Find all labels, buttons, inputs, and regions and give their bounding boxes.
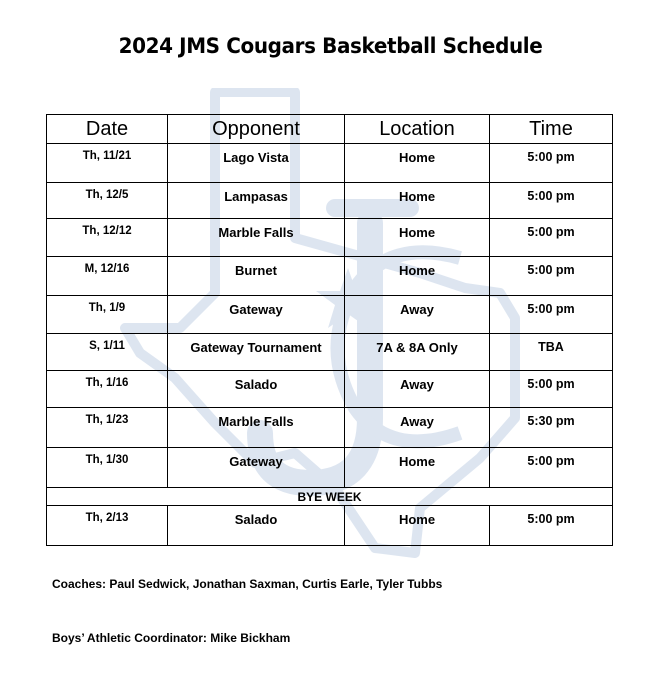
game-opponent: Marble Falls	[168, 219, 345, 257]
game-time: 5:00 pm	[490, 257, 613, 296]
game-date: Th, 1/9	[47, 296, 168, 334]
game-location: Home	[345, 448, 490, 488]
table-header-row	[47, 115, 613, 144]
game-time: 5:00 pm	[490, 506, 613, 546]
bye-week-label: BYE WEEK	[47, 488, 613, 506]
game-opponent: Marble Falls	[168, 408, 345, 448]
header-opponent: Opponent	[168, 115, 345, 144]
table-row	[47, 296, 613, 334]
table-row	[47, 334, 613, 371]
game-opponent: Lago Vista	[168, 144, 345, 183]
table-row	[47, 219, 613, 257]
game-location: Home	[345, 183, 490, 219]
game-date: Th, 1/30	[47, 448, 168, 488]
game-time: 5:30 pm	[490, 408, 613, 448]
table-row	[47, 183, 613, 219]
game-opponent: Lampasas	[168, 183, 345, 219]
table-row	[47, 448, 613, 488]
game-time: 5:00 pm	[490, 448, 613, 488]
game-opponent: Burnet	[168, 257, 345, 296]
game-time: TBA	[490, 334, 613, 371]
game-opponent: Gateway	[168, 296, 345, 334]
game-location: Home	[345, 144, 490, 183]
table-row	[47, 408, 613, 448]
coaches-line: Coaches: Paul Sedwick, Jonathan Saxman, Curtis Earle, Tyler Tubbs	[52, 577, 443, 591]
coordinator-line: Boys’ Athletic Coordinator: Mike Bickham	[52, 631, 291, 645]
game-opponent: Salado	[168, 371, 345, 408]
game-location: Away	[345, 371, 490, 408]
header-location: Location	[345, 115, 490, 144]
game-time: 5:00 pm	[490, 219, 613, 257]
game-date: Th, 2/13	[47, 506, 168, 546]
game-opponent: Gateway	[168, 448, 345, 488]
table-row	[47, 257, 613, 296]
game-location: Away	[345, 408, 490, 448]
game-date: Th, 12/12	[47, 219, 168, 257]
game-location: 7A & 8A Only	[345, 334, 490, 371]
game-time: 5:00 pm	[490, 296, 613, 334]
game-location: Home	[345, 257, 490, 296]
table-row	[47, 144, 613, 183]
game-date: Th, 11/21	[47, 144, 168, 183]
game-time: 5:00 pm	[490, 183, 613, 219]
game-location: Home	[345, 506, 490, 546]
schedule-table	[46, 114, 613, 546]
page-title: 2024 JMS Cougars Basketball Schedule	[118, 34, 543, 58]
header-time: Time	[490, 115, 613, 144]
game-location: Away	[345, 296, 490, 334]
game-date: S, 1/11	[47, 334, 168, 371]
game-date: Th, 12/5	[47, 183, 168, 219]
game-date: Th, 1/23	[47, 408, 168, 448]
header-date: Date	[47, 115, 168, 144]
game-time: 5:00 pm	[490, 371, 613, 408]
game-location: Home	[345, 219, 490, 257]
game-opponent: Salado	[168, 506, 345, 546]
table-row	[47, 506, 613, 546]
bye-week-row	[47, 488, 613, 506]
game-time: 5:00 pm	[490, 144, 613, 183]
game-date: Th, 1/16	[47, 371, 168, 408]
game-date: M, 12/16	[47, 257, 168, 296]
game-opponent: Gateway Tournament	[168, 334, 345, 371]
table-row	[47, 371, 613, 408]
